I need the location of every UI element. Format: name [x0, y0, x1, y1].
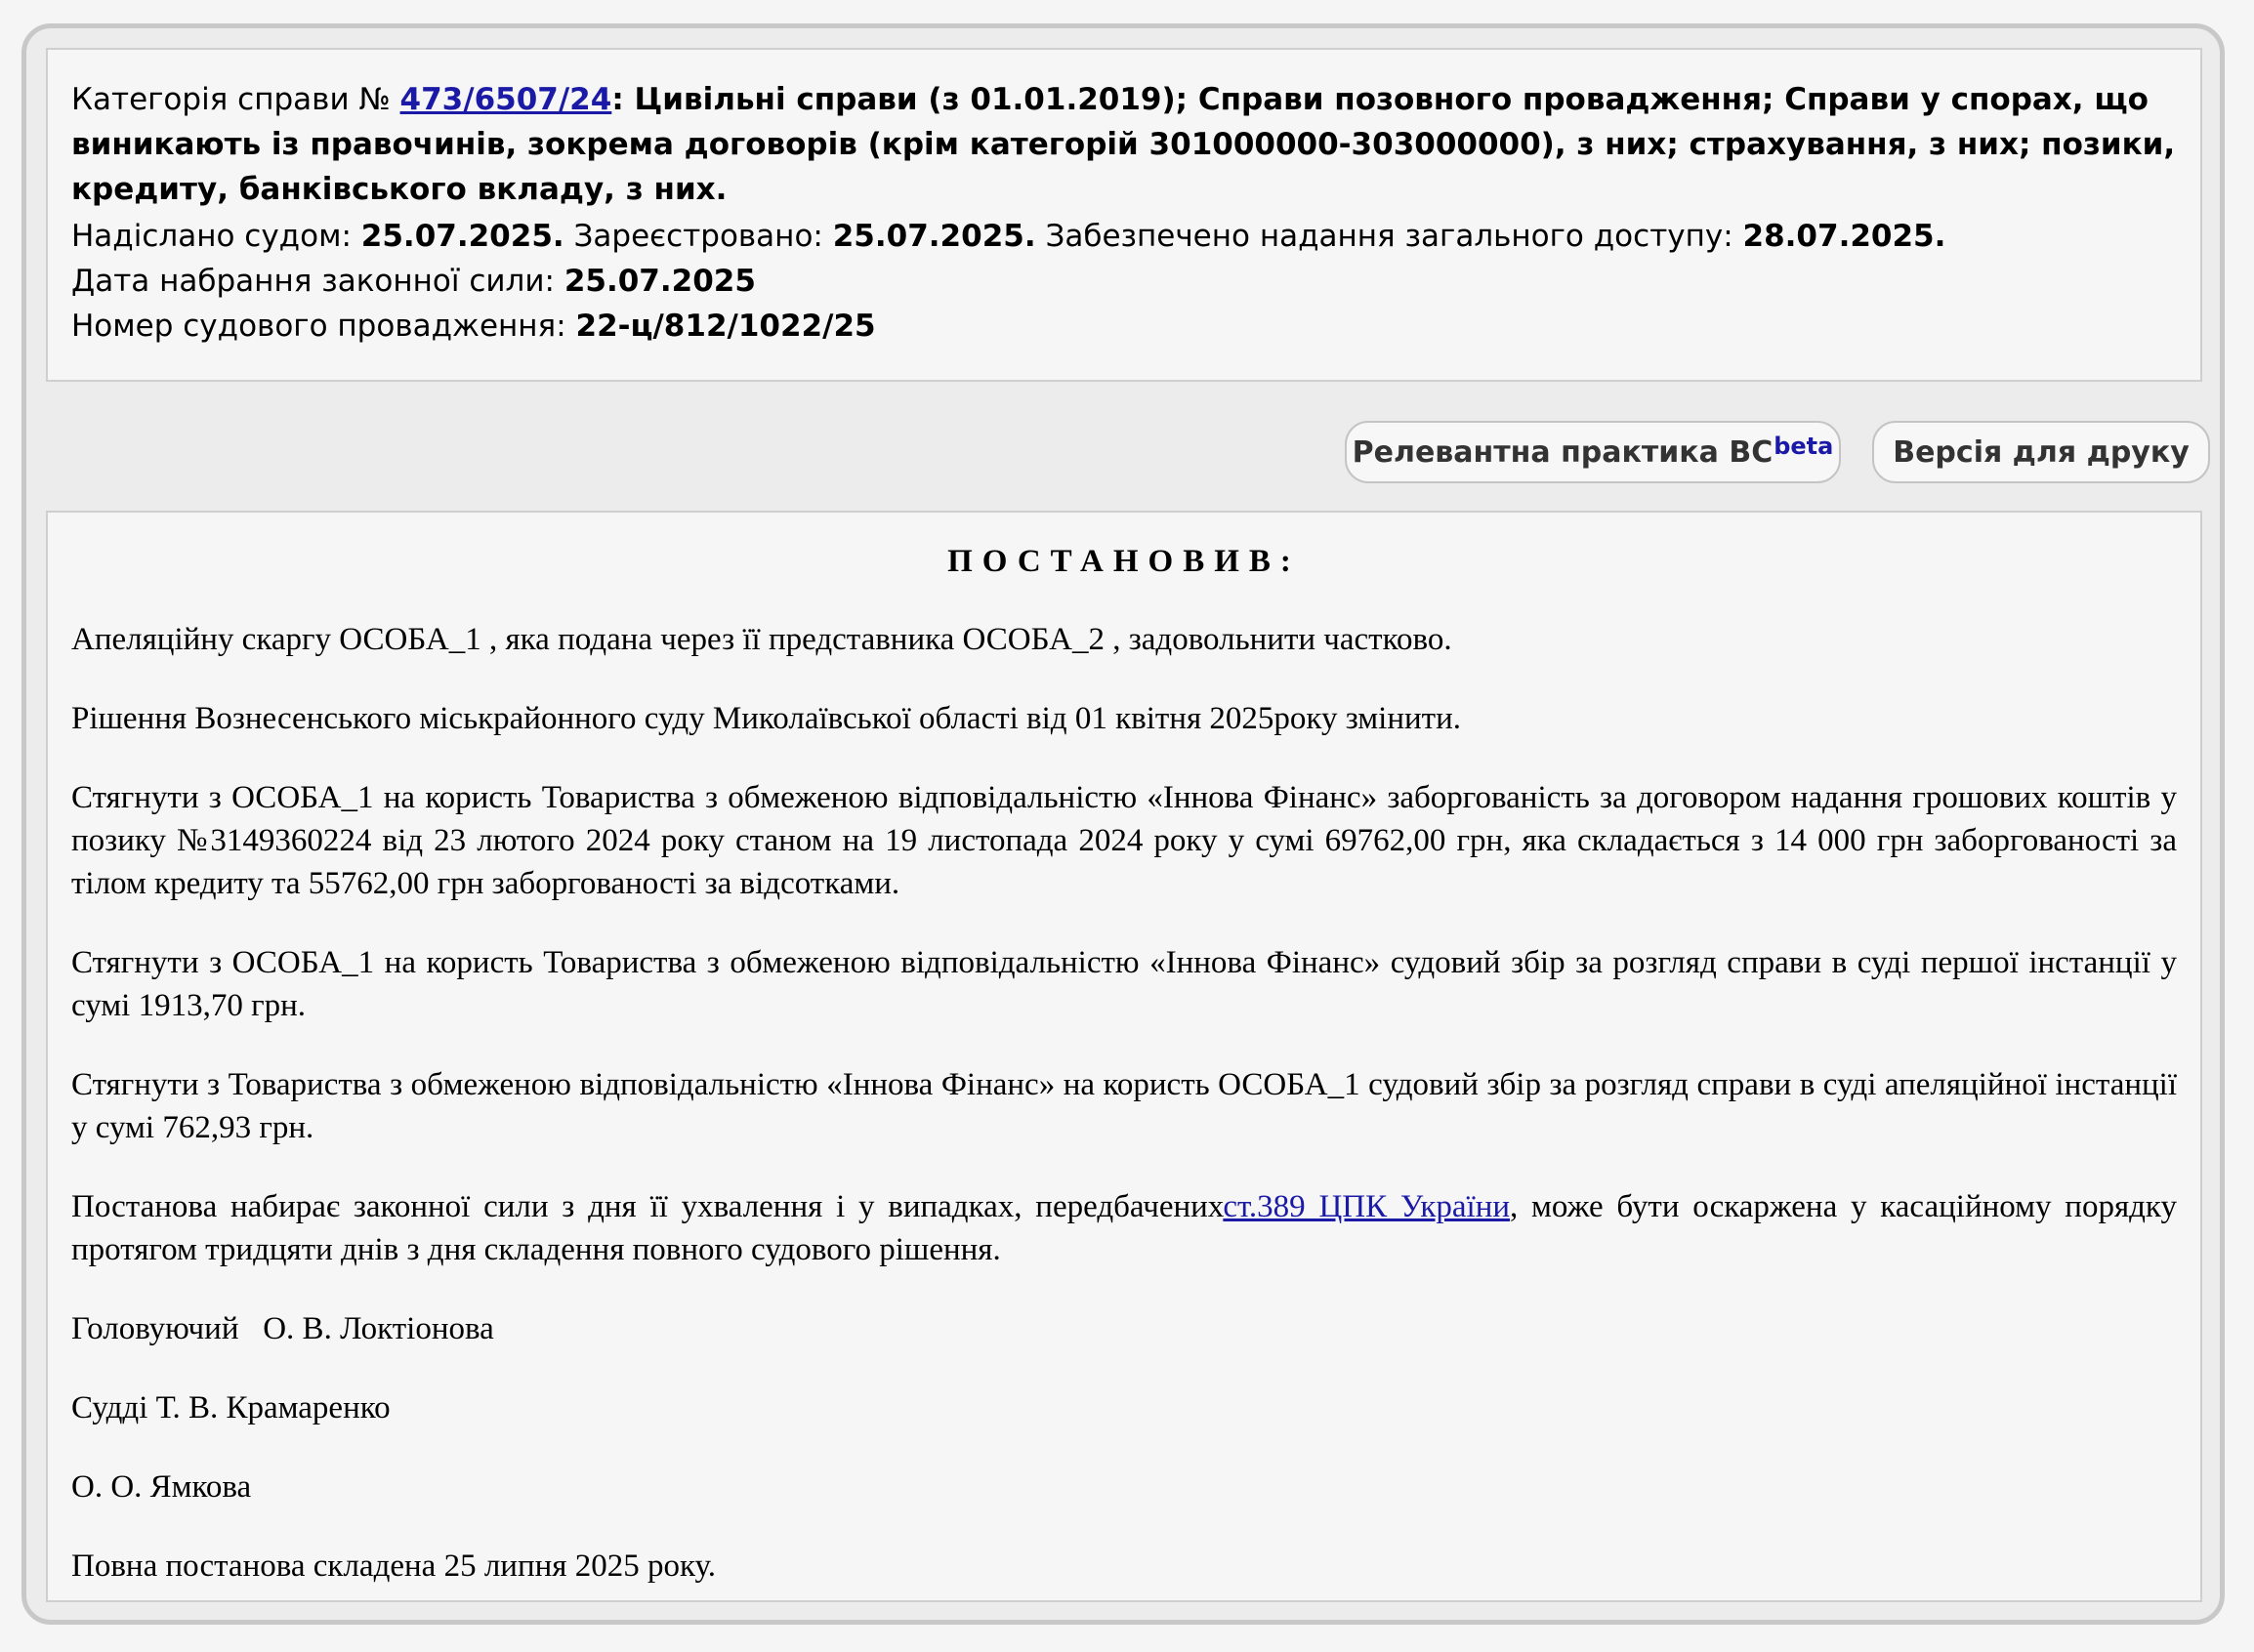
paragraph-appeal-fee: Стягнути з Товариства з обмеженою відповідальністю «Іннова Фінанс» на користь ОСОБА_1 судовий збір за розгляд справи в суді апеляційної інстанції у сумі 762,93 грн. — [71, 1067, 2177, 1145]
document-heading: ПОСТАНОВИВ: — [947, 544, 1301, 579]
document-body — [46, 511, 2202, 1602]
judges-line: Судді Т. В. Крамаренко — [71, 1390, 391, 1425]
case-info-panel — [46, 48, 2202, 382]
category-text: : Цивільні справи (з 01.01.2019); Справи позовного провадження; Справи у спорах, що виникають із правочинів, зокрема договорів (крім категорій 301000000-303000000), з них; страхування, з них; позики, кредиту, банківського вкладу, з них. — [71, 82, 2176, 207]
paragraph-appeal: Апеляційну скаргу ОСОБА_1 , яка подана через її представника ОСОБА_2 , задовольнити частково. — [71, 622, 1452, 657]
law-article-link[interactable]: ст.389 ЦПК України — [1223, 1189, 1511, 1224]
proceeding-number-line — [71, 304, 2177, 349]
sent-date: 25.07.2025. — [360, 219, 564, 254]
proceeding-label: Номер судового провадження: — [71, 309, 576, 344]
full-ruling-date: Повна постанова складена 25 липня 2025 року. — [71, 1549, 716, 1584]
effective-date-line — [71, 259, 2177, 304]
relevant-practice-button[interactable] — [1345, 421, 1841, 483]
registered-date: 25.07.2025. — [832, 219, 1036, 254]
registered-label: Зареєстровано: — [564, 219, 833, 254]
content-frame — [21, 23, 2225, 1625]
paragraph-debt-recovery: Стягнути з ОСОБА_1 на користь Товариства з обмеженою відповідальністю «Іннова Фінанс» заборгованість за договором надання грошових коштів у позику №3149360224 від 23 лютого 2024 року станом на 19 листопада 2024 року у сумі 69762,00 грн, яка складається з 14 000 грн заборгованості за тілом кредиту та 55762,00 грн заборгованості за відсотками. — [71, 780, 2177, 901]
proceeding-number: 22-ц/812/1022/25 — [575, 309, 876, 344]
sent-label: Надіслано судом: — [71, 219, 361, 254]
effective-date: 25.07.2025 — [564, 264, 756, 299]
category-label: Категорія справи № — [71, 82, 400, 117]
access-date: 28.07.2025. — [1742, 219, 1946, 254]
print-version-label: Версія для друку — [1893, 434, 2190, 470]
dates-line — [71, 214, 2177, 259]
access-label: Забезпечено надання загального доступу: — [1035, 219, 1743, 254]
paragraph-effective — [71, 1185, 2177, 1271]
effective-text-before: Постанова набирає законної сили з дня її ухвалення і у випадках, передбачених — [71, 1189, 1224, 1224]
judge-name: О. О. Ямкова — [71, 1469, 252, 1505]
print-version-button[interactable] — [1872, 421, 2210, 483]
beta-badge: beta — [1774, 433, 1834, 460]
effective-label: Дата набрання законної сили: — [71, 264, 564, 299]
paragraph-decision: Рішення Вознесенського міськрайонного суду Миколаївської області від 01 квітня 2025року змінити. — [71, 701, 1461, 736]
paragraph-first-instance-fee: Стягнути з ОСОБА_1 на користь Товариства з обмеженою відповідальністю «Іннова Фінанс» судовий збір за розгляд справи в суді першої інстанції у сумі 1913,70 грн. — [71, 945, 2177, 1023]
case-category — [71, 77, 2177, 212]
presiding-judge: Головуючий О. В. Локтіонова — [71, 1311, 494, 1346]
case-number-link[interactable]: 473/6507/24 — [399, 82, 612, 117]
relevant-practice-label: Релевантна практика ВС — [1352, 434, 1774, 470]
effective-text-after: , може бути оскаржена у касаційному порядку протягом тридцяти днів з дня складення повного судового рішення. — [71, 1189, 2177, 1267]
